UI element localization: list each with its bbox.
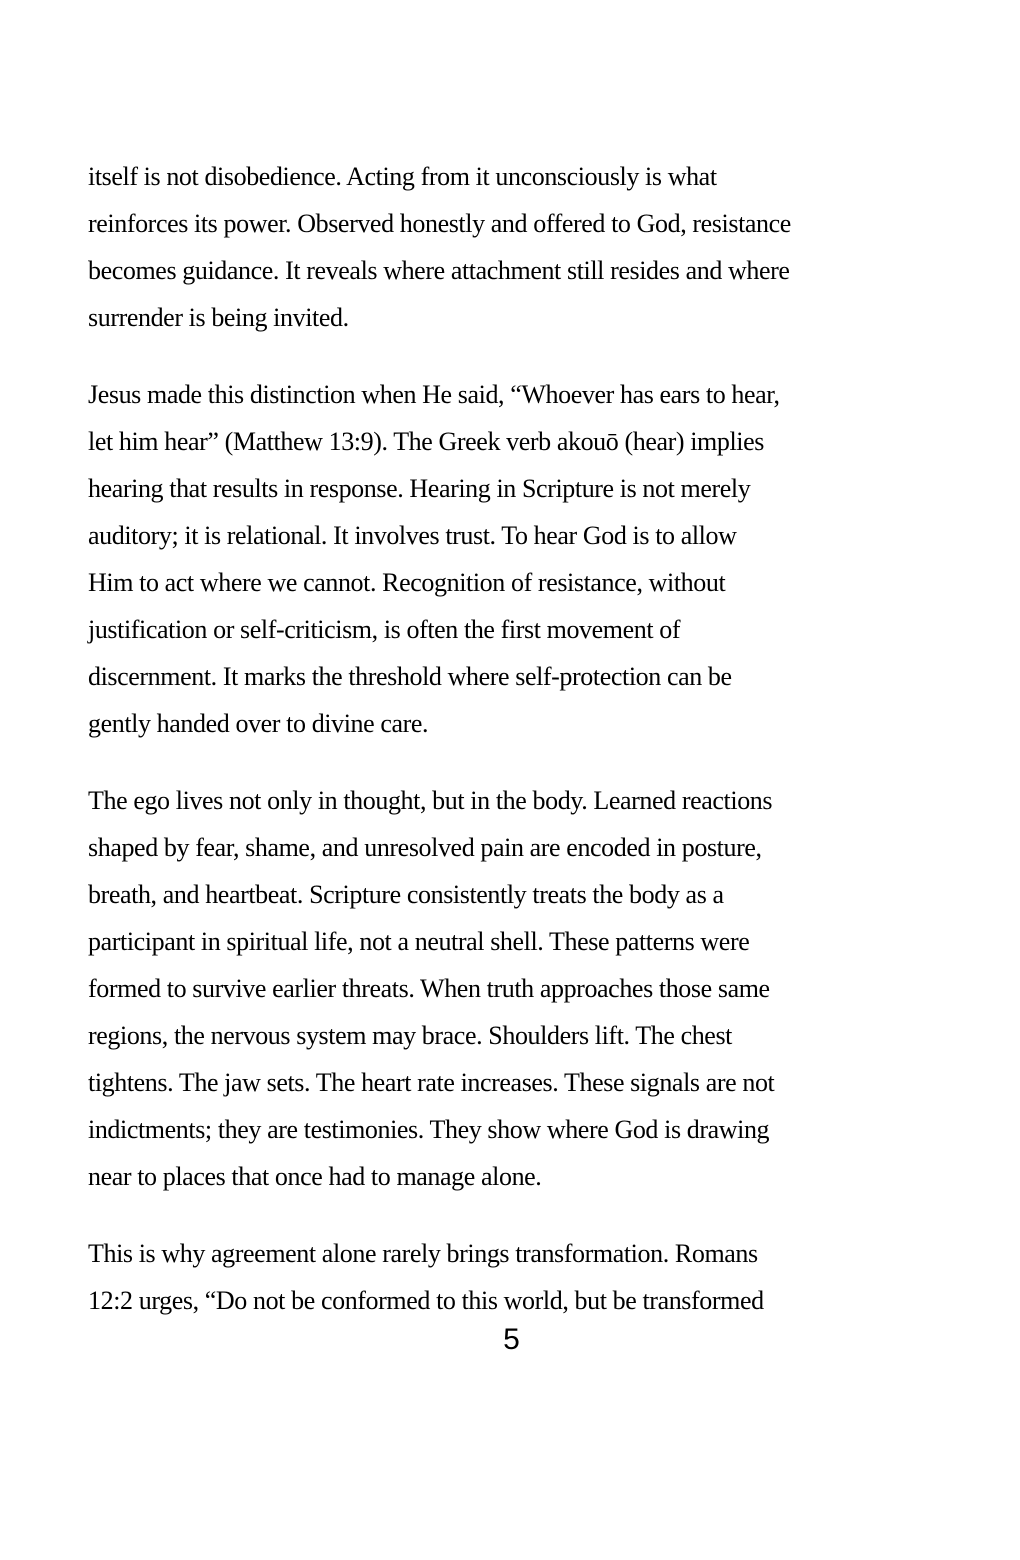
paragraph: [88, 777, 935, 1200]
text-line: near to places that once had to manage alone.: [88, 1162, 542, 1191]
text-line: The ego lives not only in thought, but in the body. Learned reactions: [88, 786, 773, 815]
paragraph: [88, 1230, 935, 1324]
text-line: becomes guidance. It reveals where attachment still resides and where: [88, 256, 790, 285]
text-line: 12:2 urges, “Do not be conformed to this world, but be transformed: [88, 1286, 764, 1315]
text-line: auditory; it is relational. It involves trust. To hear God is to allow: [88, 521, 737, 550]
paragraph: [88, 371, 935, 747]
text-line: tightens. The jaw sets. The heart rate increases. These signals are not: [88, 1068, 775, 1097]
text-line: shaped by fear, shame, and unresolved pain are encoded in posture,: [88, 833, 762, 862]
text-line: let him hear” (Matthew 13:9). The Greek verb akouō (hear) implies: [88, 427, 764, 456]
text-line: Him to act where we cannot. Recognition of resistance, without: [88, 568, 726, 597]
text-line: This is why agreement alone rarely brings transformation. Romans: [88, 1239, 758, 1268]
text-line: justification or self-criticism, is often the first movement of: [88, 615, 681, 644]
text-line: Jesus made this distinction when He said, “Whoever has ears to hear,: [88, 380, 780, 409]
text-line: participant in spiritual life, not a neutral shell. These patterns were: [88, 927, 750, 956]
text-line: hearing that results in response. Hearing in Scripture is not merely: [88, 474, 751, 503]
text-line: formed to survive earlier threats. When truth approaches those same: [88, 974, 770, 1003]
text-line: indictments; they are testimonies. They show where God is drawing: [88, 1115, 770, 1144]
text-line: surrender is being invited.: [88, 303, 349, 332]
text-line: reinforces its power. Observed honestly and offered to God, resistance: [88, 209, 791, 238]
page-number: 5: [503, 1323, 520, 1356]
text-line: itself is not disobedience. Acting from it unconsciously is what: [88, 162, 717, 191]
text-line: breath, and heartbeat. Scripture consistently treats the body as a: [88, 880, 724, 909]
text-line: discernment. It marks the threshold where self-protection can be: [88, 662, 732, 691]
text-line: regions, the nervous system may brace. Shoulders lift. The chest: [88, 1021, 732, 1050]
paragraph: [88, 153, 935, 341]
text-line: gently handed over to divine care.: [88, 709, 429, 738]
